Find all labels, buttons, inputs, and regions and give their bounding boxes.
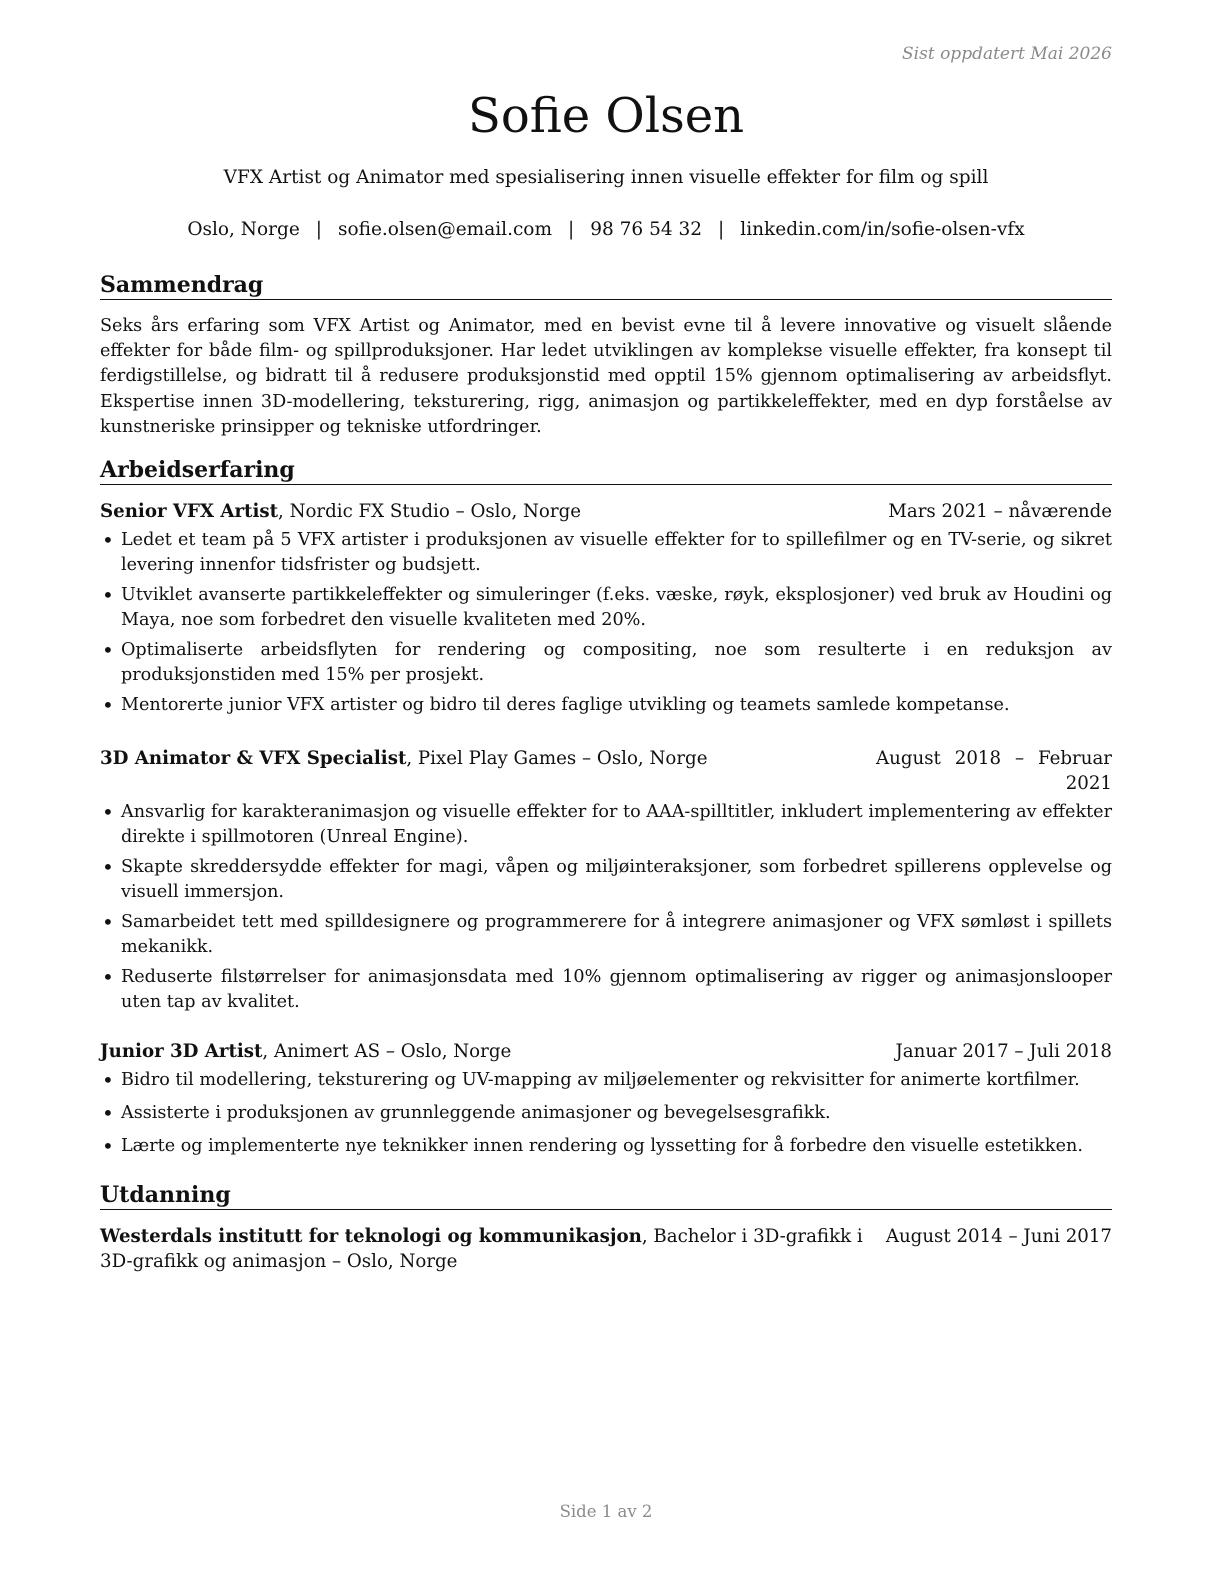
- contact-linkedin[interactable]: linkedin.com/in/sofie-olsen-vfx: [740, 219, 1025, 240]
- last-updated: Sist oppdatert Mai 2026: [902, 44, 1112, 64]
- education-degree: , Bachelor i 3D-grafikk i 3D-grafikk og animasjon – Oslo, Norge: [100, 1226, 863, 1273]
- bullet-item: • Ansvarlig for karakteranimasjon og visuelle effekter for to AAA-spilltitler, inkludert implementering av effekter direkte i spillmotoren (Unreal Engine).: [100, 800, 1112, 850]
- bullet-item: • Reduserte filstørrelser for animasjonsdata med 10% gjennom optimalisering av rigger og animasjonslooper uten tap av kvalitet.: [100, 965, 1112, 1015]
- page-footer: Side 1 av 2: [559, 1502, 653, 1521]
- contact-email[interactable]: sofie.olsen@email.com: [338, 219, 552, 240]
- education-heading: Utdanning: [100, 1181, 1112, 1210]
- bullet-item: • Optimaliserte arbeidsflyten for rendering og compositing, noe som resulterte i en reduksjon av produksjonstiden med 15% per prosjekt.: [100, 638, 1112, 688]
- job-company: , Nordic FX Studio – Oslo, Norge: [278, 501, 581, 522]
- contact-line: [100, 219, 1112, 240]
- contact-separator: |: [315, 219, 322, 240]
- contact-separator: |: [568, 219, 575, 240]
- bullet-item: • Samarbeidet tett med spilldesignere og programmerere for å integrere animasjoner og VFX sømløst i spillets mekanikk.: [100, 910, 1112, 960]
- contact-phone: 98 76 54 32: [590, 219, 703, 240]
- education-dates-wrap: [886, 1224, 1112, 1249]
- education-dates: August 2014 – Juni 2017: [885, 1226, 1112, 1247]
- job-header: [100, 746, 1112, 794]
- contact-location: Oslo, Norge: [187, 219, 300, 240]
- job-role: Senior VFX Artist: [100, 501, 278, 522]
- bullet-item: • Lærte og implementerte nye teknikker innen rendering og lyssetting for å forbedre den visuelle estetikken.: [100, 1134, 1112, 1159]
- tagline: VFX Artist og Animator med spesialisering innen visuelle effekter for film og spill: [223, 167, 989, 188]
- education-entry: [100, 1224, 880, 1274]
- job-bullets: [100, 800, 1112, 1015]
- education-school: Westerdals institutt for teknologi og kommunikasjon: [100, 1226, 642, 1247]
- job-dates: Januar 2017 – Juli 2018: [895, 1041, 1112, 1062]
- job-role: 3D Animator & VFX Specialist: [100, 748, 407, 769]
- bullet-item: • Bidro til modellering, teksturering og UV-mapping av miljøelementer og rekvisitter for animerte kortfilmer.: [100, 1068, 1112, 1093]
- experience-heading: Arbeidserfaring: [100, 456, 1112, 485]
- summary-text: Seks års erfaring som VFX Artist og Animator, med en bevist evne til å levere innovative og visuelt slående effekter for både film- og spillproduksjoner. Har ledet utviklingen av komplekse visuelle effekter, fra konsept til ferdigstillelse, og bidratt til å redusere produksjonstid med opptil 15% gjennom optimalisering av arbeidsflyt. Ekspertise innen 3D-modellering, teksturering, rigg, animasjon og partikkeleffekter, med en dyp forståelse av kunstneriske prinsipper og tekniske utfordringer.: [100, 316, 1112, 437]
- job-dates: August 2018 – Februar 2021: [876, 748, 1112, 794]
- job-dates: Mars 2021 – nåværende: [888, 501, 1112, 522]
- bullet-item: • Ledet et team på 5 VFX artister i produksjonen av visuelle effekter for to spillefilmer og en TV-serie, og sikret levering innenfor tidsfrister og budsjett.: [100, 528, 1112, 578]
- bullet-item: • Utviklet avanserte partikkeleffekter og simuleringer (f.eks. væske, røyk, eksplosjoner) ved bruk av Houdini og Maya, noe som forbedret den visuelle kvaliteten med 20%.: [100, 583, 1112, 633]
- contact-separator: |: [718, 219, 725, 240]
- candidate-name: Sofie Olsen: [467, 88, 745, 144]
- summary-heading: Sammendrag: [100, 271, 1112, 300]
- job-bullets: [100, 1068, 1112, 1160]
- bullet-item: • Skapte skreddersydde effekter for magi, våpen og miljøinteraksjoner, som forbedret spillerens opplevelse og visuell immersjon.: [100, 855, 1112, 905]
- job-header: [100, 499, 1112, 524]
- bullet-item: • Mentorerte junior VFX artister og bidro til deres faglige utvikling og teamets samlede kompetanse.: [100, 693, 1112, 718]
- bullet-item: • Assisterte i produksjonen av grunnleggende animasjoner og bevegelsesgrafikk.: [100, 1101, 1112, 1126]
- job-bullets: [100, 528, 1112, 718]
- job-header: [100, 1039, 1112, 1064]
- job-role: Junior 3D Artist: [100, 1041, 263, 1062]
- job-company: , Pixel Play Games – Oslo, Norge: [406, 748, 708, 769]
- job-company: , Animert AS – Oslo, Norge: [262, 1041, 512, 1062]
